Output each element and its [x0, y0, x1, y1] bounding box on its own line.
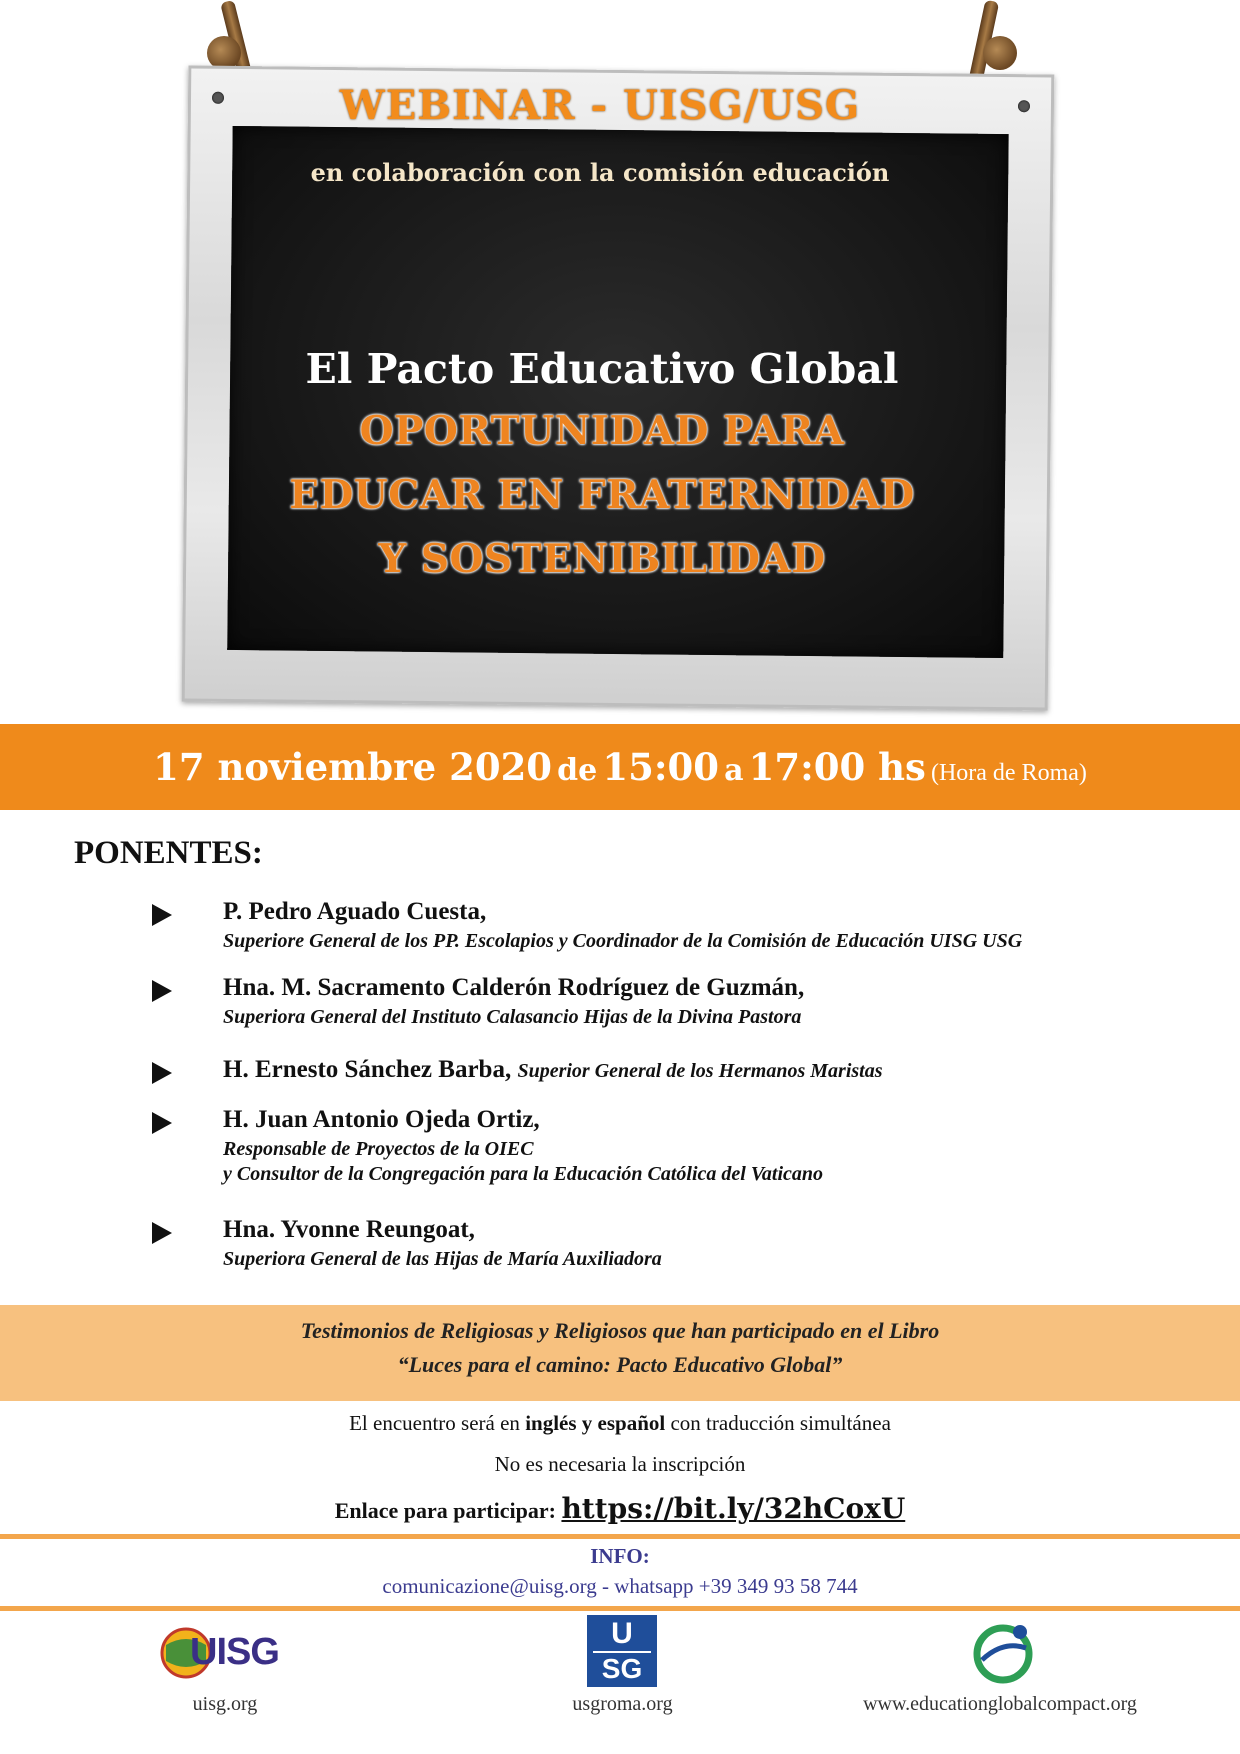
- rope-knot-right: [983, 36, 1017, 70]
- bullet-arrow-icon: [152, 1112, 172, 1134]
- event-date-line: [0, 745, 1240, 789]
- speaker-name: Hna. Yvonne Reungoat,: [223, 1216, 475, 1243]
- collaboration-text: en colaboración con la comisión educación: [310, 158, 890, 187]
- bullet-arrow-icon: [152, 904, 172, 926]
- speaker-role: Superior General de los Hermanos Maristas: [517, 1060, 883, 1082]
- speaker-name: H. Ernesto Sánchez Barba,: [223, 1056, 512, 1083]
- speaker-role: Responsable de Proyectos de la OIEC: [223, 1138, 534, 1160]
- participation-link[interactable]: https://bit.ly/32hCoxU: [561, 1492, 906, 1525]
- date-to: a: [724, 753, 744, 788]
- info-heading: INFO:: [590, 1544, 650, 1568]
- divider-top: [0, 1534, 1240, 1539]
- speaker-name: Hna. M. Sacramento Calderón Rodríguez de Guzmán,: [223, 974, 805, 1001]
- speaker-role: Superiora General del Instituto Calasancio Hijas de la Divina Pastora: [223, 1006, 802, 1028]
- speakers-heading: PONENTES:: [74, 835, 263, 871]
- uisg-logo[interactable]: [160, 1625, 280, 1681]
- registration-note: No es necesaria la inscripción: [494, 1452, 746, 1476]
- speaker-item: [223, 1056, 883, 1084]
- usg-logo-bottom: SG: [601, 1653, 643, 1684]
- global-compact-logo[interactable]: [970, 1620, 1040, 1686]
- link-label: Enlace para participar:: [334, 1498, 556, 1523]
- speaker-name: H. Juan Antonio Ojeda Ortiz,: [223, 1106, 540, 1133]
- testimonies-line-1: Testimonios de Religiosas y Religiosos que han participado en el Libro: [300, 1318, 940, 1343]
- usg-link[interactable]: usgroma.org: [572, 1693, 673, 1715]
- uisg-logo-text: UISG: [190, 1631, 279, 1673]
- divider-bottom: [0, 1606, 1240, 1611]
- info-contact[interactable]: comunicazione@uisg.org - whatsapp +39 349 93 58 744: [382, 1574, 858, 1598]
- speaker-name: P. Pedro Aguado Cuesta,: [223, 898, 487, 925]
- language-post: con traducción simultánea: [670, 1411, 891, 1435]
- event-title: El Pacto Educativo Global: [305, 345, 899, 393]
- webinar-heading: WEBINAR - UISG/USG: [339, 82, 861, 129]
- event-day: 17 noviembre 2020: [153, 745, 553, 789]
- testimonies-line-2: “Luces para el camino: Pacto Educativo Global”: [397, 1352, 843, 1377]
- language-names: inglés y español: [525, 1411, 666, 1435]
- end-time: 17:00 hs: [748, 745, 926, 789]
- global-compact-link[interactable]: www.educationglobalcompact.org: [863, 1693, 1137, 1715]
- global-compact-icon: [970, 1620, 1040, 1686]
- language-note: [0, 1411, 1240, 1436]
- start-time: 15:00: [602, 745, 719, 789]
- event-subtitle-line-3: Y SOSTENIBILIDAD: [378, 536, 826, 582]
- speaker-role: Superiora General de las Hijas de María Auxiliadora: [223, 1248, 662, 1270]
- usg-logo-top: U: [611, 1617, 633, 1650]
- bullet-arrow-icon: [152, 1222, 172, 1244]
- event-subtitle-line-2: EDUCAR EN FRATERNIDAD: [289, 472, 915, 518]
- bullet-arrow-icon: [152, 980, 172, 1002]
- uisg-link[interactable]: uisg.org: [192, 1693, 258, 1715]
- event-subtitle-line-1: OPORTUNIDAD PARA: [359, 408, 845, 454]
- bullet-arrow-icon: [152, 1062, 172, 1084]
- speaker-role: Superiore General de los PP. Escolapios y Coordinador de la Comisión de Educación UISG USG: [223, 930, 1023, 952]
- timezone-note: (Hora de Roma): [930, 760, 1087, 786]
- date-from: de: [557, 753, 598, 788]
- language-pre: El encuentro será en: [349, 1411, 520, 1435]
- participation-link-line: [0, 1492, 1240, 1525]
- usg-logo[interactable]: [587, 1615, 657, 1687]
- speaker-role: y Consultor de la Congregación para la Educación Católica del Vaticano: [223, 1163, 824, 1185]
